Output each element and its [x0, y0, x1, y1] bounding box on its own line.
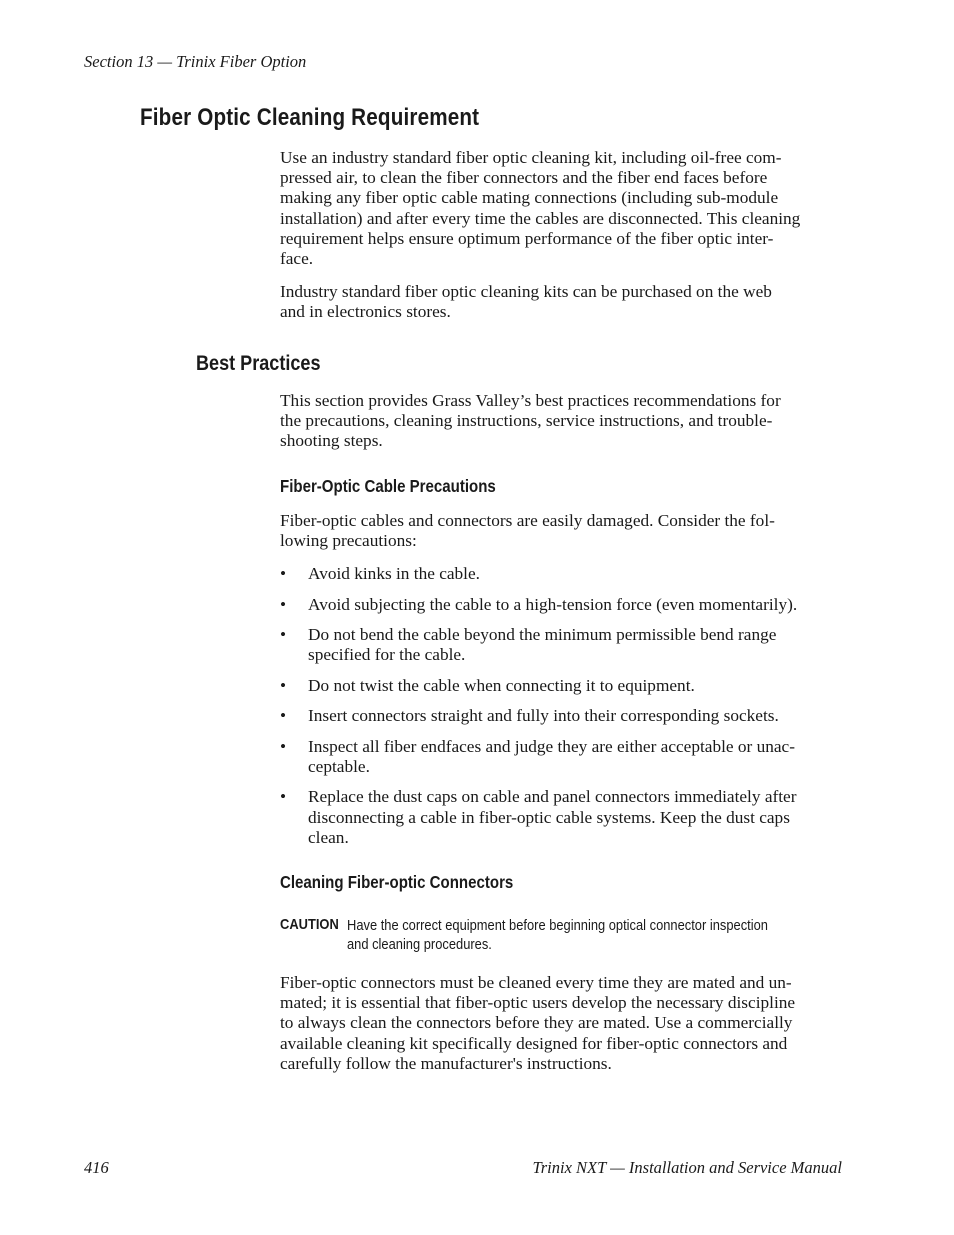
text-line: and in electronics stores.: [280, 302, 451, 322]
cleaning-heading: Cleaning Fiber-optic Connectors: [280, 872, 514, 892]
text-line: specified for the cable.: [308, 645, 466, 665]
text-line: making any fiber optic cable mating connections (including sub-module: [280, 188, 779, 208]
text-line: Replace the dust caps on cable and panel connectors immediately after: [308, 787, 797, 807]
text-line: installation) and after every time the cables are disconnected. This cleaning: [280, 208, 801, 228]
text-line: Insert connectors straight and fully into their corresponding sockets.: [308, 706, 779, 726]
text-line: Do not bend the cable beyond the minimum permissible bend range: [308, 625, 777, 644]
intro-paragraph-2: [280, 282, 842, 322]
list-item: [280, 676, 842, 696]
bullet-icon: •: [280, 675, 287, 695]
bullet-icon: •: [280, 787, 287, 807]
bullet-icon: •: [280, 564, 287, 583]
text-line: mated; it is essential that fiber-optic users develop the necessary discipline: [280, 993, 796, 1013]
caution-label: CAUTION: [280, 916, 339, 933]
text-line: to always clean the connectors before they are mated. Use a commercially: [280, 1013, 793, 1033]
text-line: Avoid kinks in the cable.: [308, 564, 480, 583]
running-header: Section 13 — Trinix Fiber Option: [84, 52, 307, 71]
intro-paragraph-1: [280, 148, 842, 269]
bullet-icon: •: [280, 736, 287, 756]
text-line: This section provides Grass Valley’s best practices recommendations for: [280, 391, 781, 410]
manual-title: Trinix NXT — Installation and Service Manual: [532, 1158, 842, 1177]
text-line: Avoid subjecting the cable to a high-tension force (even momentarily).: [308, 594, 798, 614]
text-line: Use an industry standard fiber optic cleaning kit, including oil-free com-: [280, 148, 782, 167]
text-line: and cleaning procedures.: [347, 936, 492, 953]
precautions-paragraph: [280, 511, 842, 551]
precautions-list: [280, 564, 842, 858]
best-practices-paragraph: [280, 391, 842, 452]
text-line: face.: [280, 249, 314, 269]
list-item: [280, 564, 842, 584]
precautions-heading: Fiber-Optic Cable Precautions: [280, 476, 496, 496]
text-line: the precautions, cleaning instructions, service instructions, and trouble-: [280, 411, 773, 431]
text-line: Fiber-optic connectors must be cleaned every time they are mated and un-: [280, 973, 792, 992]
best-practices-heading: Best Practices: [196, 352, 321, 375]
text-line: pressed air, to clean the fiber connectors and the fiber end faces before: [280, 168, 768, 188]
cleaning-paragraph: [280, 973, 842, 1074]
text-line: carefully follow the manufacturer's instructions.: [280, 1053, 612, 1073]
text-line: ceptable.: [308, 756, 370, 776]
text-line: Do not twist the cable when connecting it to equipment.: [308, 675, 695, 695]
bullet-icon: •: [280, 594, 287, 614]
text-line: disconnecting a cable in fiber-optic cable systems. Keep the dust caps: [308, 807, 790, 827]
list-item: [280, 595, 842, 615]
list-item: [280, 625, 842, 665]
page-number: 416: [84, 1158, 109, 1177]
text-line: Have the correct equipment before beginning optical connector inspection: [347, 917, 768, 934]
text-line: Fiber-optic cables and connectors are easily damaged. Consider the fol-: [280, 511, 775, 530]
text-line: requirement helps ensure optimum performance of the fiber optic inter-: [280, 228, 774, 248]
text-line: Inspect all fiber endfaces and judge they are either acceptable or unac-: [308, 736, 795, 756]
list-item: [280, 787, 842, 848]
section-title: Fiber Optic Cleaning Requirement: [140, 104, 480, 131]
text-line: clean.: [308, 827, 349, 847]
list-item: [280, 706, 842, 726]
text-line: lowing precautions:: [280, 531, 417, 551]
bullet-icon: •: [280, 625, 287, 644]
text-line: shooting steps.: [280, 431, 383, 451]
list-item: [280, 737, 842, 777]
text-line: Industry standard fiber optic cleaning kits can be purchased on the web: [280, 282, 772, 301]
caution-text: [347, 916, 811, 954]
text-line: available cleaning kit specifically designed for fiber-optic connectors and: [280, 1033, 788, 1053]
bullet-icon: •: [280, 706, 287, 726]
